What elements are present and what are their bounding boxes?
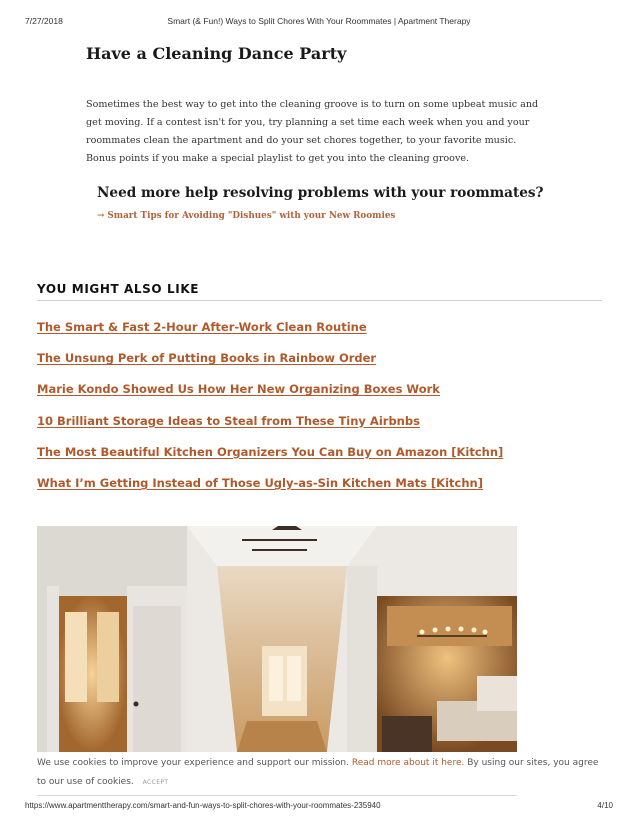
help-link[interactable]: → Smart Tips for Avoiding "Dishues" with your New Roomies: [97, 211, 396, 221]
print-page-number: 4/10: [597, 801, 613, 810]
print-page-title: Smart (& Fun!) Ways to Split Chores With Your Roommates | Apartment Therapy: [167, 16, 471, 26]
cookie-text: We use cookies to improve your experience and support our mission.: [37, 758, 349, 768]
print-header: [0, 16, 638, 28]
section-title: Have a Cleaning Dance Party: [86, 44, 347, 63]
list-item: [37, 347, 607, 378]
cookie-text-continued: By using our sites, you agree to our use of cookies.: [37, 758, 599, 787]
related-links-list: [37, 316, 607, 503]
cookie-banner: [37, 752, 602, 792]
cookie-accept-button[interactable]: ACCEPT: [142, 779, 169, 786]
list-item: [37, 472, 607, 503]
help-callout: [97, 184, 557, 221]
related-link[interactable]: What I’m Getting Instead of Those Ugly-as-Sin Kitchen Mats [Kitchn]: [37, 475, 483, 490]
divider: [37, 795, 517, 796]
list-item: [37, 410, 607, 441]
related-link[interactable]: The Unsung Perk of Putting Books in Rainbow Order: [37, 351, 377, 366]
print-url: https://www.apartmenttherapy.com/smart-and-fun-ways-to-split-chores-with-your-roommates-235940: [25, 801, 381, 810]
list-item: [37, 441, 607, 472]
interior-hallway-photo: [37, 526, 517, 752]
cookie-read-more-link[interactable]: Read more about it here.: [351, 758, 465, 768]
related-link[interactable]: Marie Kondo Showed Us How Her New Organizing Boxes Work: [37, 382, 440, 397]
print-footer: [0, 801, 638, 813]
list-item: [37, 378, 607, 409]
related-link[interactable]: The Smart & Fast 2-Hour After-Work Clean Routine: [37, 320, 367, 334]
related-link[interactable]: The Most Beautiful Kitchen Organizers You Can Buy on Amazon [Kitchn]: [37, 444, 504, 459]
you-might-also-like-heading: YOU MIGHT ALSO LIKE: [37, 282, 602, 301]
help-heading: Need more help resolving problems with your roommates?: [97, 185, 544, 201]
article-paragraph: Sometimes the best way to get into the cleaning groove is to turn on some upbeat music and get moving. If a contest isn't for you, try planning a set time each week when you and your roommates clean the apartment and do your set chores together, to your favorite music. Bonus points if you make a special playlist to get you into the cleaning groove.: [86, 99, 539, 164]
related-link[interactable]: 10 Brilliant Storage Ideas to Steal from These Tiny Airbnbs: [37, 413, 420, 428]
print-date: 7/27/2018: [25, 16, 63, 26]
list-item: [37, 316, 607, 347]
